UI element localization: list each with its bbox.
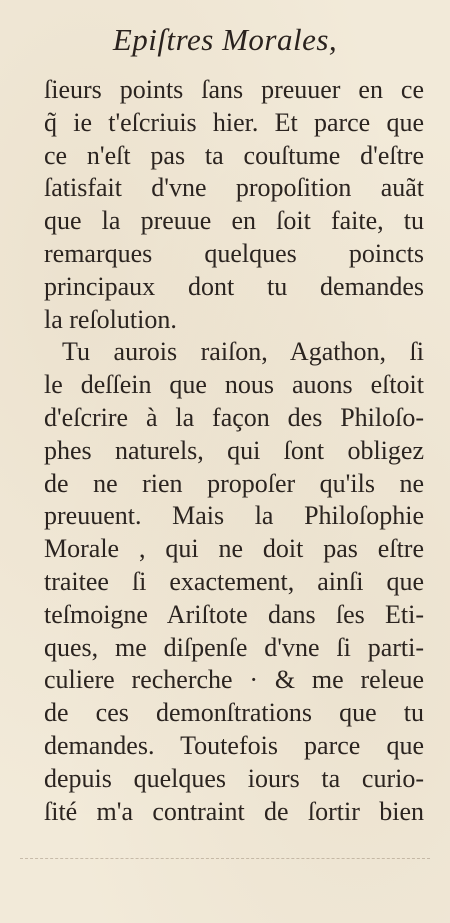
text-line: demandes. Toutefois parce que: [44, 730, 424, 760]
text-line: de ne rien propoſer qu'ils ne: [44, 468, 424, 498]
text-line: ce n'eſt pas ta couſtume d'eſtre: [44, 140, 424, 170]
text-line: la reſolution.: [44, 304, 177, 334]
text-line: remarques quelques poincts: [44, 238, 424, 268]
text-line: Morale , qui ne doit pas eſtre: [44, 534, 424, 564]
text-line: que la preuue en ſoit faite, tu: [44, 206, 424, 236]
text-line: ſité m'a contraint de ſortir bien: [44, 796, 424, 826]
text-line: preuuent. Mais la Philoſophie: [44, 501, 424, 531]
text-line: q̃ ie t'eſcriuis hier. Et parce que: [44, 107, 424, 137]
text-line: teſmoigne Ariſtote dans ſes Eti-: [44, 599, 424, 629]
text-line: traitee ſi exactement, ainſi que: [44, 566, 424, 596]
text-line: d'eſcrire à la façon des Philoſo-: [44, 402, 424, 432]
text-line: de ces demonſtrations que tu: [44, 698, 424, 728]
body-text: [44, 74, 424, 828]
text-line: culiere recherche · & me releue: [44, 665, 424, 695]
page-bottom-rule: [20, 858, 430, 859]
paragraph-start-line: Tu aurois raiſon, Agathon, ſi: [62, 337, 424, 367]
text-line: ſieurs points ſans preuuer en ce: [44, 75, 424, 104]
text-line: phes naturels, qui ſont obligez: [44, 435, 424, 465]
text-line: principaux dont tu demandes: [44, 271, 424, 301]
running-header: Epiſtres Morales,: [112, 22, 338, 57]
text-line: ques, me diſpenſe d'vne ſi parti-: [44, 632, 424, 662]
text-line: le deſſein que nous auons eſtoit: [44, 370, 424, 400]
text-line: ſatisfait d'vne propoſition auãt: [44, 173, 424, 203]
text-line: depuis quelques iours ta curio-: [44, 763, 424, 793]
